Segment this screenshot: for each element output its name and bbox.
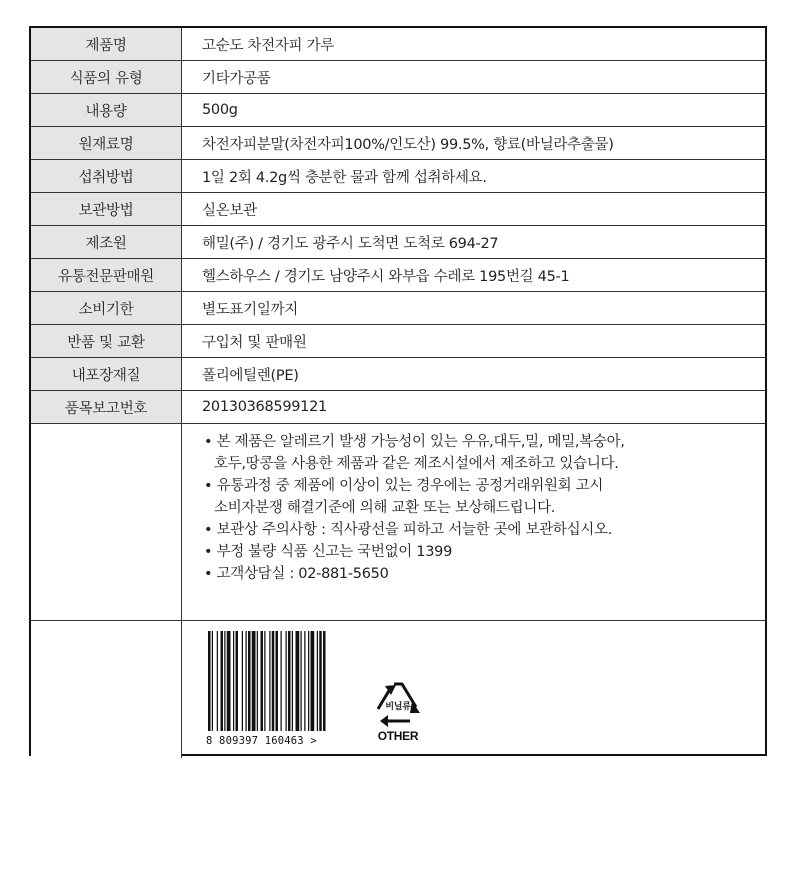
barcode-bar: [261, 631, 264, 731]
barcode-bar: [242, 631, 243, 731]
note-line: • 유통과정 중 제품에 이상이 있는 경우에는 공정거래위원회 고시: [204, 475, 625, 497]
barcode-bar: [252, 631, 256, 731]
value-manufacturer: 해밀(주) / 경기도 광주시 도척면 도척로 694-27: [182, 226, 765, 259]
barcode-bar: [301, 631, 302, 731]
note-line: • 보관상 주의사항 : 직사광선을 피하고 서늘한 곳에 보관하십시오.: [204, 519, 625, 541]
barcode-bar: [224, 631, 225, 731]
barcode-bar: [323, 631, 326, 731]
note-line: 소비자분쟁 해결기준에 의해 교환 또는 보상해드립니다.: [214, 500, 556, 516]
label-food-type: 식품의 유형: [31, 61, 182, 94]
barcode-bars: [206, 631, 356, 735]
note-report-hotline: [204, 541, 625, 563]
value-storage: 실온보관: [182, 193, 765, 226]
value-product-name: 고순도 차전자피 가루: [182, 28, 765, 61]
barcode-bar: [319, 631, 322, 731]
barcode-bar: [269, 631, 270, 731]
value-ingredients: 차전자피분말(차전자피100%/인도산) 99.5%, 향료(바닐라추출물): [182, 127, 765, 160]
barcode-bar: [264, 631, 265, 731]
barcode-bar: [296, 631, 300, 731]
value-directions: 1일 2회 4.2g씩 충분한 물과 함께 섭취하세요.: [182, 160, 765, 193]
barcode-bar: [288, 631, 291, 731]
value-food-type: 기타가공품: [182, 61, 765, 94]
recycle-mark: [370, 677, 426, 749]
note-line: • 부정 불량 식품 신고는 국번없이 1399: [204, 541, 625, 563]
barcode: [206, 631, 356, 749]
barcode-bar: [217, 631, 218, 731]
note-defect-compensation: [204, 475, 625, 519]
note-line: 호두,땅콩을 사용한 제품과 같은 제조시설에서 제조하고 있습니다.: [214, 456, 619, 472]
barcode-bar: [257, 631, 258, 731]
barcode-bar: [292, 631, 293, 731]
label-directions: 섭취방법: [31, 160, 182, 193]
barcode-bar: [227, 631, 231, 731]
notes-cell: [182, 424, 765, 621]
barcode-bar: [221, 631, 224, 731]
recycle-class-label: OTHER: [377, 729, 419, 743]
note-allergen: [204, 431, 625, 475]
value-inner-packaging: 폴리에틸렌(PE): [182, 358, 765, 391]
barcode-bar: [286, 631, 287, 731]
label-storage: 보관방법: [31, 193, 182, 226]
recycle-material-label: 비닐류: [385, 702, 411, 712]
barcode-bar: [236, 631, 239, 731]
barcode-label-cell: [31, 621, 182, 758]
value-net-content: 500g: [182, 94, 765, 127]
label-returns: 반품 및 교환: [31, 325, 182, 358]
value-expiry: 별도표기일까지: [182, 292, 765, 325]
value-distributor: 헬스하우스 / 경기도 남양주시 와부읍 수레로 195번길 45-1: [182, 259, 765, 292]
barcode-digits: 8 809397 160463 >: [206, 735, 317, 747]
note-storage-caution: [204, 519, 625, 541]
label-product-name: 제품명: [31, 28, 182, 61]
barcode-bar: [304, 631, 305, 731]
label-distributor: 유통전문판매원: [31, 259, 182, 292]
label-expiry: 소비기한: [31, 292, 182, 325]
barcode-bar: [311, 631, 315, 731]
barcode-bar: [233, 631, 234, 731]
barcode-bar: [248, 631, 251, 731]
label-ingredients: 원재료명: [31, 127, 182, 160]
barcode-bar: [281, 631, 282, 731]
barcode-bar: [246, 631, 247, 731]
label-report-number: 품목보고번호: [31, 391, 182, 424]
label-inner-packaging: 내포장재질: [31, 358, 182, 391]
label-manufacturer: 제조원: [31, 226, 182, 259]
product-info-table: [29, 26, 767, 756]
barcode-bar: [212, 631, 213, 731]
value-report-number: 20130368599121: [182, 391, 765, 424]
barcode-bar: [308, 631, 309, 731]
note-line: • 고객상담실 : 02-881-5650: [204, 563, 625, 585]
barcode-bar: [208, 631, 211, 731]
notes-label-cell: [31, 424, 182, 621]
barcode-bar: [276, 631, 279, 731]
barcode-cell: [182, 621, 765, 758]
note-customer-service: [204, 563, 625, 585]
label-net-content: 내용량: [31, 94, 182, 127]
value-returns: 구입처 및 판매원: [182, 325, 765, 358]
notes-list: [204, 431, 625, 585]
note-line: • 본 제품은 알레르기 발생 가능성이 있는 우유,대두,밀, 메밀,복숭아,: [204, 431, 625, 453]
barcode-bar: [317, 631, 318, 731]
barcode-bar: [272, 631, 275, 731]
